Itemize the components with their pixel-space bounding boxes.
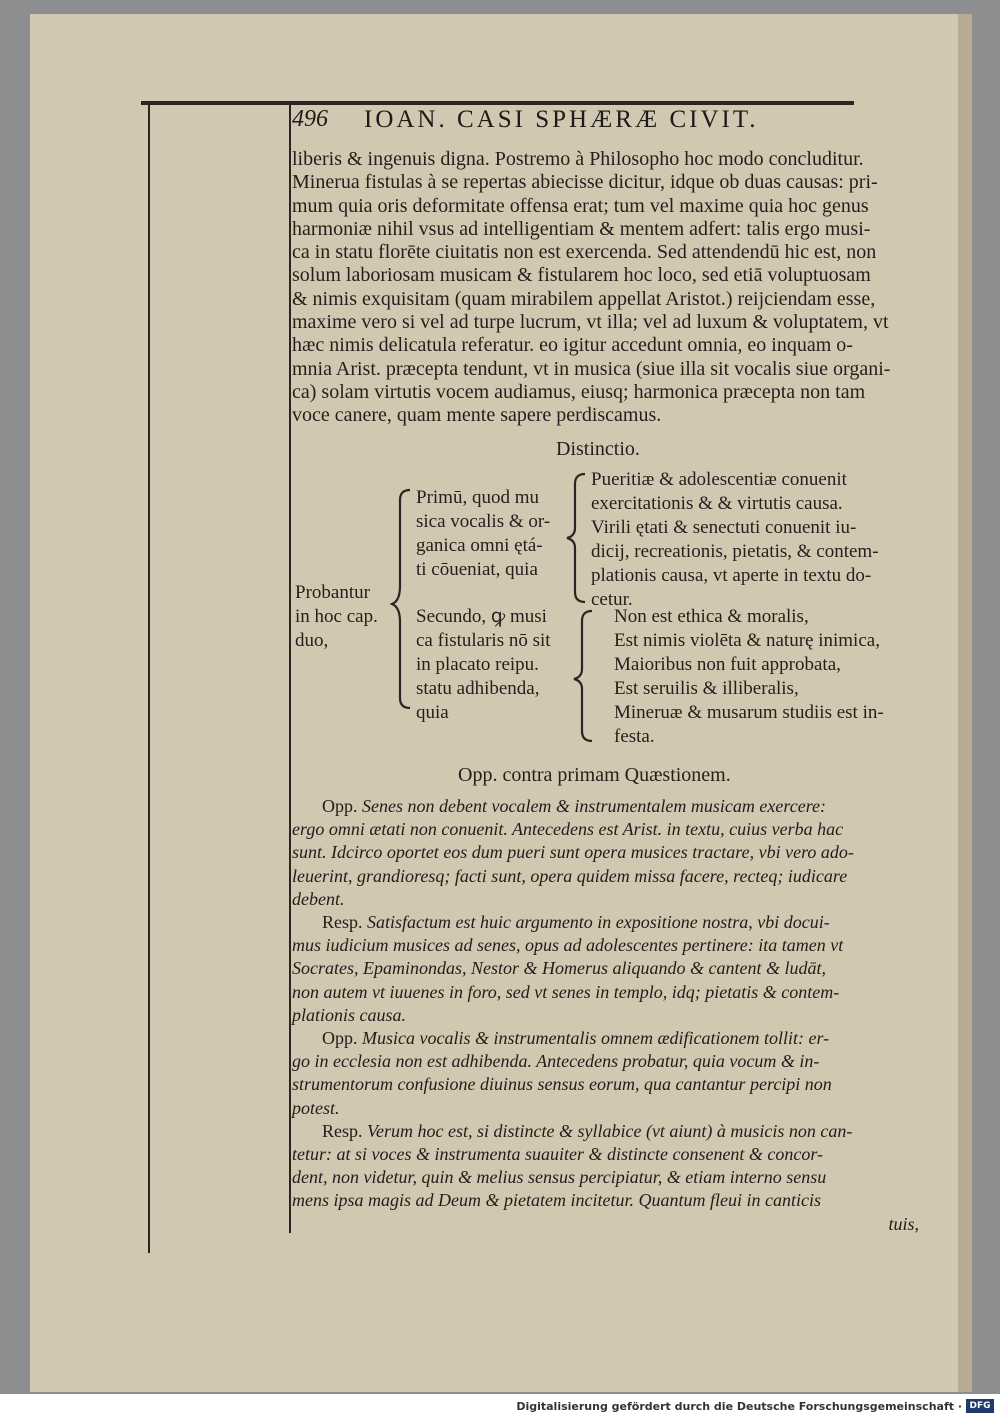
scheme-line: festa. bbox=[614, 726, 655, 747]
scheme-line: ti cōueniat, quia bbox=[416, 559, 538, 580]
qa-line: plationis causa. bbox=[292, 1004, 407, 1025]
text-line: mnia Arist. præcepta tendunt, vt in musica (siue illa sit vocalis siue organi- bbox=[292, 357, 891, 380]
qa-line: tuis, bbox=[888, 1213, 919, 1234]
qa-line bbox=[292, 795, 927, 818]
qa-line: mus iudicium musices ad senes, opus ad adolescentes pertinere: ita tamen vt bbox=[292, 935, 844, 956]
qa-line: leuerint, grandioresq; facti sunt, opera quidem missa facere, recteq; iudicare bbox=[292, 865, 848, 886]
page-number: 496 bbox=[292, 106, 328, 132]
page-header bbox=[292, 106, 847, 138]
scheme-line: Primū, quod mu bbox=[416, 487, 539, 508]
qa-line: ergo omni ætati non conuenit. Antecedens est Arist. in textu, cuius verba hac bbox=[292, 819, 844, 840]
scheme-line: Mineruæ & musarum studiis est in- bbox=[614, 702, 884, 723]
margin-rule-outer bbox=[148, 103, 150, 1253]
body-paragraph bbox=[292, 148, 927, 428]
qa-line: tetur: at si voces & instrumenta suauiter & distincte consenent & concor- bbox=[292, 1144, 824, 1165]
scheme-root-line: duo, bbox=[295, 630, 329, 651]
qa-line: sunt. Idcirco oportet eos dum pueri sunt opera musices tractare, vbi vero ado- bbox=[292, 842, 854, 863]
scheme-line: cetur. bbox=[591, 589, 633, 610]
qa-line: debent. bbox=[292, 888, 345, 909]
scheme-line: Pueritiæ & adolescentiæ conuenit bbox=[591, 469, 847, 490]
scheme-root bbox=[295, 581, 378, 653]
scheme-first-reasons bbox=[591, 468, 879, 612]
brace-main bbox=[390, 486, 418, 716]
qa-line: mens ipsa magis ad Deum & pietatem incitetur. Quantum fleui in canticis bbox=[292, 1190, 821, 1211]
qa-line: Socrates, Epaminondas, Nestor & Homerus aliquando & cantent & ludāt, bbox=[292, 958, 826, 979]
text-line: voce canere, quam mente sapere perdiscamus. bbox=[292, 404, 662, 427]
scheme-second-reasons bbox=[614, 605, 884, 749]
text-line: solum laboriosam musicam & fistularem hoc loco, sed etiā voluptuosam bbox=[292, 264, 871, 287]
scheme-line: in placato reipu. bbox=[416, 654, 539, 675]
text-line: Minerua fistulas à se repertas abiecisse dicitur, idque ob duas causas: pri- bbox=[292, 171, 878, 194]
qa-line: strumentorum confusione diuinus sensus eorum, qua cantantur percipi non bbox=[292, 1074, 832, 1095]
qa-line: non autem vt iuuenes in foro, sed vt senes in templo, idq; pietatis & contem- bbox=[292, 981, 840, 1002]
qa-line: dent, non videtur, quin & melius sensus percipiatur, & etiam interno sensu bbox=[292, 1167, 827, 1188]
text-line: maxime vero si vel ad turpe lucrum, vt illa; vel ad luxum & voluptatem, vt bbox=[292, 311, 889, 334]
footer-credit: Digitalisierung gefördert durch die Deutsche Forschungsgemeinschaft · bbox=[516, 1400, 962, 1413]
scheme-line: ganica omni ętá- bbox=[416, 535, 543, 556]
scheme-line: dicij, recreationis, pietatis, & contem- bbox=[591, 541, 879, 562]
scheme-line: quia bbox=[416, 702, 449, 723]
scheme-root-line: Probantur bbox=[295, 582, 370, 603]
qa-line bbox=[292, 911, 927, 934]
text-line: & nimis exquisitam (quam mirabilem appellat Aristot.) reijciendam esse, bbox=[292, 287, 876, 310]
scheme-line: Virili ętati & senectuti conuenit iu- bbox=[591, 517, 857, 538]
qa-line bbox=[292, 1120, 927, 1143]
scheme-line: Non est ethica & moralis, bbox=[614, 606, 809, 627]
header-rule bbox=[141, 101, 854, 105]
qa-label: Opp. bbox=[322, 1028, 358, 1049]
qa-line bbox=[292, 1027, 927, 1050]
text-line: hæc nimis delicatula referatur. eo igitur accedunt omnia, eo inquam o- bbox=[292, 334, 853, 357]
running-title: IOAN. CASI SPHÆRÆ CIVIT. bbox=[364, 106, 759, 133]
scheme-line: Secundo, ꝙ musi bbox=[416, 606, 547, 627]
qa-text: Musica vocalis & instrumentalis omnem ædificationem tollit: er- bbox=[362, 1028, 830, 1049]
scheme-line: Est seruilis & illiberalis, bbox=[614, 678, 799, 699]
text-line: mum quia oris deformitate offensa erat; tum vel maxime quia hoc genus bbox=[292, 194, 869, 217]
qa-label: Resp. bbox=[322, 1120, 363, 1141]
scheme-line: Maioribus non fuit approbata, bbox=[614, 654, 841, 675]
margin-rule-inner bbox=[289, 103, 291, 1233]
qa-text: Satisfactum est huic argumento in expositione nostra, vbi docui- bbox=[367, 912, 830, 933]
scheme-second-branch bbox=[416, 605, 551, 725]
text-line: harmoniæ nihil vsus ad intelligentiam & mentem adfert: talis ergo musi- bbox=[292, 217, 871, 240]
opp-heading: Opp. contra primam Quæstionem. bbox=[458, 764, 731, 786]
page-edge bbox=[958, 14, 972, 1392]
scheme-line: plationis causa, vt aperte in textu do- bbox=[591, 565, 872, 586]
qa-line: go in ecclesia non est adhibenda. Antecedens probatur, quia vocum & in- bbox=[292, 1051, 820, 1072]
distinctio-heading: Distinctio. bbox=[556, 438, 640, 460]
qa-text: Senes non debent vocalem & instrumentalem musicam exercere: bbox=[362, 796, 827, 816]
text-line: liberis & ingenuis digna. Postremo à Philosopho hoc modo concluditur. bbox=[292, 148, 864, 170]
qa-line: potest. bbox=[292, 1097, 340, 1118]
scheme-first-branch bbox=[416, 486, 550, 582]
brace-second bbox=[570, 607, 598, 747]
qa-label: Resp. bbox=[322, 912, 363, 933]
scheme-line: exercitationis & & virtutis causa. bbox=[591, 493, 843, 514]
text-line: ca) solam virtutis vocem audiamus, eiusq; harmonica præcepta non tam bbox=[292, 380, 866, 403]
scheme-line: sica vocalis & or- bbox=[416, 511, 551, 532]
objections-responses bbox=[292, 795, 927, 1236]
brace-first bbox=[563, 470, 591, 606]
scheme-line: statu adhibenda, bbox=[416, 678, 540, 699]
footer-bar bbox=[0, 1394, 1000, 1419]
scheme-root-line: in hoc cap. bbox=[295, 606, 378, 627]
qa-label: Opp. bbox=[322, 796, 358, 816]
qa-text: Verum hoc est, si distincte & syllabice (vt aiunt) à musicis non can- bbox=[367, 1120, 853, 1141]
scheme-line: ca fistularis nō sit bbox=[416, 630, 551, 651]
scheme-line: Est nimis violēta & naturę inimica, bbox=[614, 630, 880, 651]
text-line: ca in statu florēte ciuitatis non est exercenda. Sed attendendū hic est, non bbox=[292, 241, 877, 264]
dfg-logo-icon: DFG bbox=[966, 1399, 994, 1413]
